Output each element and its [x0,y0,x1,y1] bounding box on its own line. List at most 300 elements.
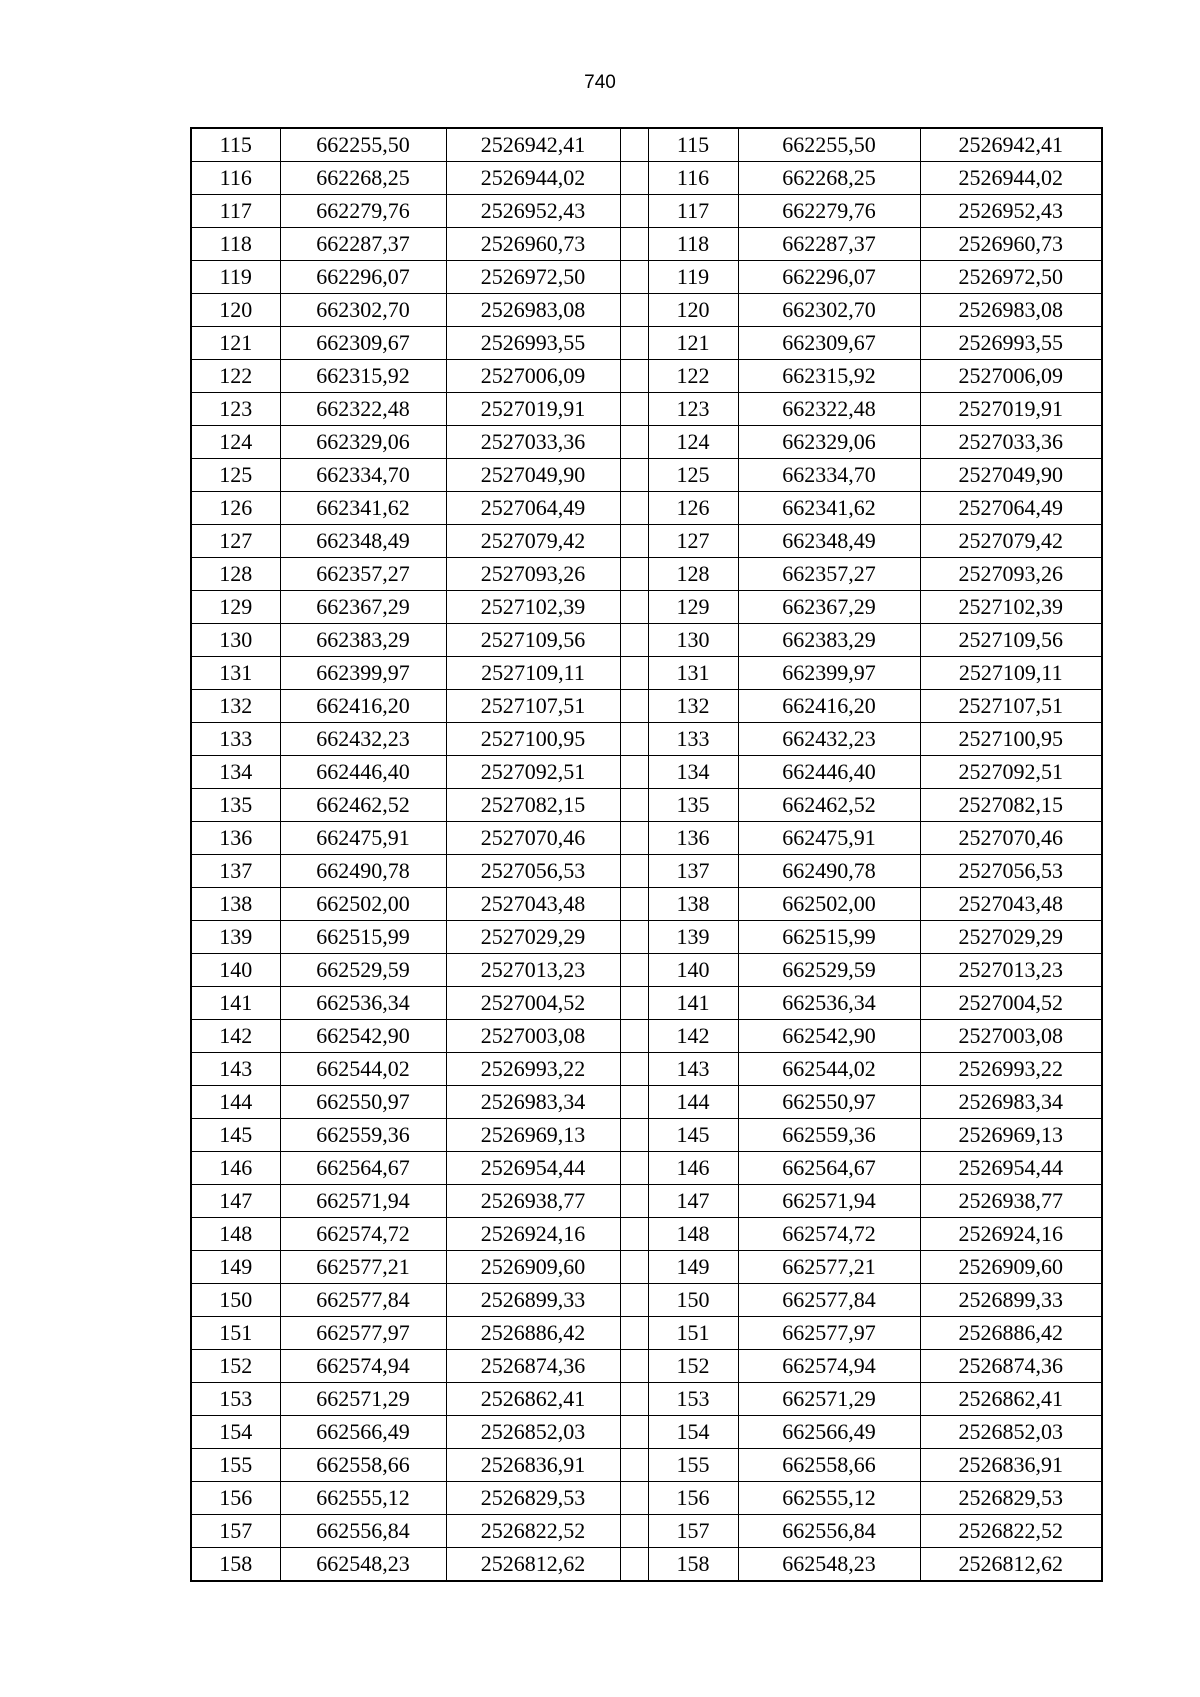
y-coordinate-cell: 2526899,33 [920,1284,1102,1317]
y-coordinate-cell: 2526938,77 [446,1185,620,1218]
empty-separator-cell [620,1086,648,1119]
point-number-cell: 141 [191,987,280,1020]
table-row [191,261,1102,294]
x-coordinate-cell: 662502,00 [738,888,920,921]
point-number-cell: 126 [191,492,280,525]
x-coordinate-cell: 662548,23 [280,1548,446,1582]
y-coordinate-cell: 2526874,36 [920,1350,1102,1383]
y-coordinate-cell: 2526954,44 [446,1152,620,1185]
empty-separator-cell [620,128,648,162]
table-row [191,426,1102,459]
table-row [191,1482,1102,1515]
x-coordinate-cell: 662574,94 [280,1350,446,1383]
y-coordinate-cell: 2527006,09 [920,360,1102,393]
x-coordinate-cell: 662571,29 [738,1383,920,1416]
x-coordinate-cell: 662446,40 [280,756,446,789]
point-number-cell: 125 [191,459,280,492]
x-coordinate-cell: 662529,59 [738,954,920,987]
point-number-cell: 119 [191,261,280,294]
y-coordinate-cell: 2527049,90 [446,459,620,492]
x-coordinate-cell: 662577,84 [280,1284,446,1317]
point-number-cell: 156 [191,1482,280,1515]
point-number-cell: 116 [648,162,738,195]
empty-separator-cell [620,1119,648,1152]
x-coordinate-cell: 662475,91 [280,822,446,855]
y-coordinate-cell: 2527109,11 [920,657,1102,690]
point-number-cell: 126 [648,492,738,525]
table-row [191,690,1102,723]
point-number-cell: 153 [648,1383,738,1416]
point-number-cell: 147 [648,1185,738,1218]
x-coordinate-cell: 662309,67 [738,327,920,360]
y-coordinate-cell: 2526874,36 [446,1350,620,1383]
empty-separator-cell [620,822,648,855]
point-number-cell: 146 [191,1152,280,1185]
point-number-cell: 151 [191,1317,280,1350]
table-row [191,756,1102,789]
x-coordinate-cell: 662502,00 [280,888,446,921]
point-number-cell: 135 [191,789,280,822]
coordinates-table [190,127,1103,1582]
y-coordinate-cell: 2527003,08 [446,1020,620,1053]
x-coordinate-cell: 662279,76 [738,195,920,228]
point-number-cell: 121 [191,327,280,360]
x-coordinate-cell: 662542,90 [280,1020,446,1053]
table-row [191,1152,1102,1185]
point-number-cell: 130 [191,624,280,657]
x-coordinate-cell: 662255,50 [738,128,920,162]
table-row [191,789,1102,822]
table-row [191,1416,1102,1449]
y-coordinate-cell: 2527013,23 [920,954,1102,987]
x-coordinate-cell: 662515,99 [280,921,446,954]
y-coordinate-cell: 2526822,52 [920,1515,1102,1548]
empty-separator-cell [620,228,648,261]
point-number-cell: 158 [191,1548,280,1582]
x-coordinate-cell: 662566,49 [738,1416,920,1449]
y-coordinate-cell: 2527033,36 [920,426,1102,459]
point-number-cell: 157 [191,1515,280,1548]
y-coordinate-cell: 2527100,95 [920,723,1102,756]
table-row [191,1185,1102,1218]
y-coordinate-cell: 2527029,29 [920,921,1102,954]
empty-separator-cell [620,1020,648,1053]
y-coordinate-cell: 2526852,03 [446,1416,620,1449]
empty-separator-cell [620,657,648,690]
x-coordinate-cell: 662416,20 [280,690,446,723]
x-coordinate-cell: 662548,23 [738,1548,920,1582]
y-coordinate-cell: 2526909,60 [920,1251,1102,1284]
point-number-cell: 119 [648,261,738,294]
point-number-cell: 121 [648,327,738,360]
x-coordinate-cell: 662255,50 [280,128,446,162]
x-coordinate-cell: 662416,20 [738,690,920,723]
y-coordinate-cell: 2527006,09 [446,360,620,393]
y-coordinate-cell: 2527107,51 [920,690,1102,723]
y-coordinate-cell: 2527049,90 [920,459,1102,492]
y-coordinate-cell: 2527070,46 [920,822,1102,855]
empty-separator-cell [620,1548,648,1582]
table-row [191,1317,1102,1350]
x-coordinate-cell: 662334,70 [738,459,920,492]
empty-separator-cell [620,459,648,492]
x-coordinate-cell: 662268,25 [280,162,446,195]
point-number-cell: 149 [191,1251,280,1284]
y-coordinate-cell: 2527100,95 [446,723,620,756]
y-coordinate-cell: 2527102,39 [920,591,1102,624]
x-coordinate-cell: 662296,07 [738,261,920,294]
table-row [191,822,1102,855]
x-coordinate-cell: 662559,36 [738,1119,920,1152]
page-number: 740 [584,72,616,93]
point-number-cell: 135 [648,789,738,822]
point-number-cell: 155 [191,1449,280,1482]
x-coordinate-cell: 662315,92 [280,360,446,393]
empty-separator-cell [620,360,648,393]
x-coordinate-cell: 662490,78 [280,855,446,888]
y-coordinate-cell: 2527033,36 [446,426,620,459]
x-coordinate-cell: 662515,99 [738,921,920,954]
y-coordinate-cell: 2527082,15 [920,789,1102,822]
table-row [191,459,1102,492]
empty-separator-cell [620,921,648,954]
x-coordinate-cell: 662555,12 [280,1482,446,1515]
point-number-cell: 138 [648,888,738,921]
x-coordinate-cell: 662577,97 [280,1317,446,1350]
point-number-cell: 155 [648,1449,738,1482]
table-row [191,921,1102,954]
table-row [191,360,1102,393]
y-coordinate-cell: 2526862,41 [446,1383,620,1416]
x-coordinate-cell: 662315,92 [738,360,920,393]
y-coordinate-cell: 2527064,49 [920,492,1102,525]
y-coordinate-cell: 2527082,15 [446,789,620,822]
x-coordinate-cell: 662357,27 [738,558,920,591]
table-row [191,1548,1102,1582]
point-number-cell: 128 [648,558,738,591]
y-coordinate-cell: 2526960,73 [920,228,1102,261]
x-coordinate-cell: 662571,94 [738,1185,920,1218]
y-coordinate-cell: 2527019,91 [920,393,1102,426]
point-number-cell: 133 [648,723,738,756]
x-coordinate-cell: 662287,37 [280,228,446,261]
x-coordinate-cell: 662322,48 [280,393,446,426]
point-number-cell: 133 [191,723,280,756]
point-number-cell: 154 [191,1416,280,1449]
table-row [191,128,1102,162]
y-coordinate-cell: 2526993,55 [446,327,620,360]
table-row [191,162,1102,195]
point-number-cell: 142 [191,1020,280,1053]
table-row [191,987,1102,1020]
empty-separator-cell [620,1515,648,1548]
empty-separator-cell [620,1449,648,1482]
empty-separator-cell [620,1416,648,1449]
empty-separator-cell [620,525,648,558]
empty-separator-cell [620,492,648,525]
point-number-cell: 123 [648,393,738,426]
y-coordinate-cell: 2526942,41 [920,128,1102,162]
point-number-cell: 137 [191,855,280,888]
point-number-cell: 132 [191,690,280,723]
point-number-cell: 136 [191,822,280,855]
y-coordinate-cell: 2526993,22 [446,1053,620,1086]
empty-separator-cell [620,591,648,624]
y-coordinate-cell: 2527013,23 [446,954,620,987]
point-number-cell: 120 [191,294,280,327]
point-number-cell: 120 [648,294,738,327]
empty-separator-cell [620,1482,648,1515]
table-row [191,1515,1102,1548]
point-number-cell: 145 [648,1119,738,1152]
table-row [191,1449,1102,1482]
x-coordinate-cell: 662334,70 [280,459,446,492]
x-coordinate-cell: 662574,72 [280,1218,446,1251]
point-number-cell: 157 [648,1515,738,1548]
point-number-cell: 124 [648,426,738,459]
point-number-cell: 124 [191,426,280,459]
x-coordinate-cell: 662475,91 [738,822,920,855]
table-row [191,1350,1102,1383]
empty-separator-cell [620,294,648,327]
table-row [191,393,1102,426]
y-coordinate-cell: 2527029,29 [446,921,620,954]
y-coordinate-cell: 2526983,08 [446,294,620,327]
x-coordinate-cell: 662329,06 [738,426,920,459]
empty-separator-cell [620,954,648,987]
x-coordinate-cell: 662367,29 [280,591,446,624]
x-coordinate-cell: 662571,94 [280,1185,446,1218]
x-coordinate-cell: 662268,25 [738,162,920,195]
x-coordinate-cell: 662574,72 [738,1218,920,1251]
y-coordinate-cell: 2526899,33 [446,1284,620,1317]
y-coordinate-cell: 2526812,62 [920,1548,1102,1582]
point-number-cell: 122 [648,360,738,393]
empty-separator-cell [620,723,648,756]
point-number-cell: 139 [648,921,738,954]
y-coordinate-cell: 2526952,43 [920,195,1102,228]
x-coordinate-cell: 662287,37 [738,228,920,261]
x-coordinate-cell: 662322,48 [738,393,920,426]
empty-separator-cell [620,162,648,195]
y-coordinate-cell: 2526886,42 [920,1317,1102,1350]
x-coordinate-cell: 662536,34 [738,987,920,1020]
y-coordinate-cell: 2527079,42 [920,525,1102,558]
x-coordinate-cell: 662348,49 [280,525,446,558]
x-coordinate-cell: 662550,97 [738,1086,920,1119]
table-row [191,558,1102,591]
x-coordinate-cell: 662296,07 [280,261,446,294]
table-row [191,954,1102,987]
empty-separator-cell [620,1053,648,1086]
point-number-cell: 148 [648,1218,738,1251]
point-number-cell: 154 [648,1416,738,1449]
x-coordinate-cell: 662279,76 [280,195,446,228]
empty-separator-cell [620,1350,648,1383]
x-coordinate-cell: 662550,97 [280,1086,446,1119]
y-coordinate-cell: 2527107,51 [446,690,620,723]
y-coordinate-cell: 2526960,73 [446,228,620,261]
empty-separator-cell [620,1284,648,1317]
point-number-cell: 142 [648,1020,738,1053]
empty-separator-cell [620,1317,648,1350]
table-row [191,1383,1102,1416]
y-coordinate-cell: 2527092,51 [920,756,1102,789]
y-coordinate-cell: 2527070,46 [446,822,620,855]
y-coordinate-cell: 2527092,51 [446,756,620,789]
point-number-cell: 150 [648,1284,738,1317]
point-number-cell: 137 [648,855,738,888]
x-coordinate-cell: 662462,52 [280,789,446,822]
empty-separator-cell [620,789,648,822]
point-number-cell: 129 [648,591,738,624]
y-coordinate-cell: 2527043,48 [920,888,1102,921]
empty-separator-cell [620,1251,648,1284]
empty-separator-cell [620,855,648,888]
x-coordinate-cell: 662571,29 [280,1383,446,1416]
point-number-cell: 132 [648,690,738,723]
table-row [191,294,1102,327]
table-row [191,1218,1102,1251]
x-coordinate-cell: 662490,78 [738,855,920,888]
x-coordinate-cell: 662357,27 [280,558,446,591]
x-coordinate-cell: 662556,84 [280,1515,446,1548]
point-number-cell: 141 [648,987,738,1020]
point-number-cell: 145 [191,1119,280,1152]
x-coordinate-cell: 662399,97 [280,657,446,690]
y-coordinate-cell: 2527093,26 [920,558,1102,591]
empty-separator-cell [620,690,648,723]
point-number-cell: 129 [191,591,280,624]
table-row [191,195,1102,228]
table-row [191,723,1102,756]
y-coordinate-cell: 2527056,53 [446,855,620,888]
table-row [191,657,1102,690]
y-coordinate-cell: 2526942,41 [446,128,620,162]
empty-separator-cell [620,261,648,294]
x-coordinate-cell: 662329,06 [280,426,446,459]
y-coordinate-cell: 2527003,08 [920,1020,1102,1053]
table-row [191,228,1102,261]
point-number-cell: 153 [191,1383,280,1416]
y-coordinate-cell: 2527109,56 [446,624,620,657]
x-coordinate-cell: 662536,34 [280,987,446,1020]
point-number-cell: 118 [648,228,738,261]
empty-separator-cell [620,987,648,1020]
y-coordinate-cell: 2526852,03 [920,1416,1102,1449]
x-coordinate-cell: 662529,59 [280,954,446,987]
table-row [191,1086,1102,1119]
table-row [191,1020,1102,1053]
x-coordinate-cell: 662383,29 [738,624,920,657]
x-coordinate-cell: 662544,02 [738,1053,920,1086]
y-coordinate-cell: 2527004,52 [446,987,620,1020]
empty-separator-cell [620,195,648,228]
point-number-cell: 144 [191,1086,280,1119]
x-coordinate-cell: 662341,62 [280,492,446,525]
point-number-cell: 140 [191,954,280,987]
point-number-cell: 148 [191,1218,280,1251]
x-coordinate-cell: 662558,66 [738,1449,920,1482]
y-coordinate-cell: 2526836,91 [920,1449,1102,1482]
point-number-cell: 127 [191,525,280,558]
point-number-cell: 158 [648,1548,738,1582]
x-coordinate-cell: 662564,67 [738,1152,920,1185]
y-coordinate-cell: 2526836,91 [446,1449,620,1482]
y-coordinate-cell: 2526983,34 [920,1086,1102,1119]
y-coordinate-cell: 2526969,13 [920,1119,1102,1152]
x-coordinate-cell: 662383,29 [280,624,446,657]
point-number-cell: 131 [191,657,280,690]
x-coordinate-cell: 662577,97 [738,1317,920,1350]
point-number-cell: 118 [191,228,280,261]
table-row [191,1119,1102,1152]
x-coordinate-cell: 662577,21 [738,1251,920,1284]
empty-separator-cell [620,558,648,591]
y-coordinate-cell: 2526924,16 [920,1218,1102,1251]
point-number-cell: 143 [191,1053,280,1086]
x-coordinate-cell: 662309,67 [280,327,446,360]
point-number-cell: 134 [648,756,738,789]
point-number-cell: 117 [191,195,280,228]
x-coordinate-cell: 662559,36 [280,1119,446,1152]
point-number-cell: 122 [191,360,280,393]
point-number-cell: 116 [191,162,280,195]
x-coordinate-cell: 662446,40 [738,756,920,789]
y-coordinate-cell: 2526952,43 [446,195,620,228]
y-coordinate-cell: 2526993,22 [920,1053,1102,1086]
y-coordinate-cell: 2527056,53 [920,855,1102,888]
x-coordinate-cell: 662544,02 [280,1053,446,1086]
y-coordinate-cell: 2526938,77 [920,1185,1102,1218]
y-coordinate-cell: 2527079,42 [446,525,620,558]
y-coordinate-cell: 2527043,48 [446,888,620,921]
y-coordinate-cell: 2526822,52 [446,1515,620,1548]
y-coordinate-cell: 2526972,50 [446,261,620,294]
y-coordinate-cell: 2526983,08 [920,294,1102,327]
table-row [191,624,1102,657]
x-coordinate-cell: 662432,23 [280,723,446,756]
point-number-cell: 117 [648,195,738,228]
point-number-cell: 131 [648,657,738,690]
table-row [191,1251,1102,1284]
table-row [191,855,1102,888]
x-coordinate-cell: 662462,52 [738,789,920,822]
point-number-cell: 123 [191,393,280,426]
y-coordinate-cell: 2526862,41 [920,1383,1102,1416]
empty-separator-cell [620,327,648,360]
y-coordinate-cell: 2527093,26 [446,558,620,591]
point-number-cell: 151 [648,1317,738,1350]
empty-separator-cell [620,888,648,921]
empty-separator-cell [620,1152,648,1185]
point-number-cell: 144 [648,1086,738,1119]
x-coordinate-cell: 662348,49 [738,525,920,558]
empty-separator-cell [620,1218,648,1251]
point-number-cell: 125 [648,459,738,492]
y-coordinate-cell: 2526944,02 [920,162,1102,195]
empty-separator-cell [620,756,648,789]
point-number-cell: 150 [191,1284,280,1317]
point-number-cell: 143 [648,1053,738,1086]
x-coordinate-cell: 662432,23 [738,723,920,756]
point-number-cell: 147 [191,1185,280,1218]
point-number-cell: 146 [648,1152,738,1185]
point-number-cell: 127 [648,525,738,558]
point-number-cell: 140 [648,954,738,987]
point-number-cell: 134 [191,756,280,789]
x-coordinate-cell: 662341,62 [738,492,920,525]
